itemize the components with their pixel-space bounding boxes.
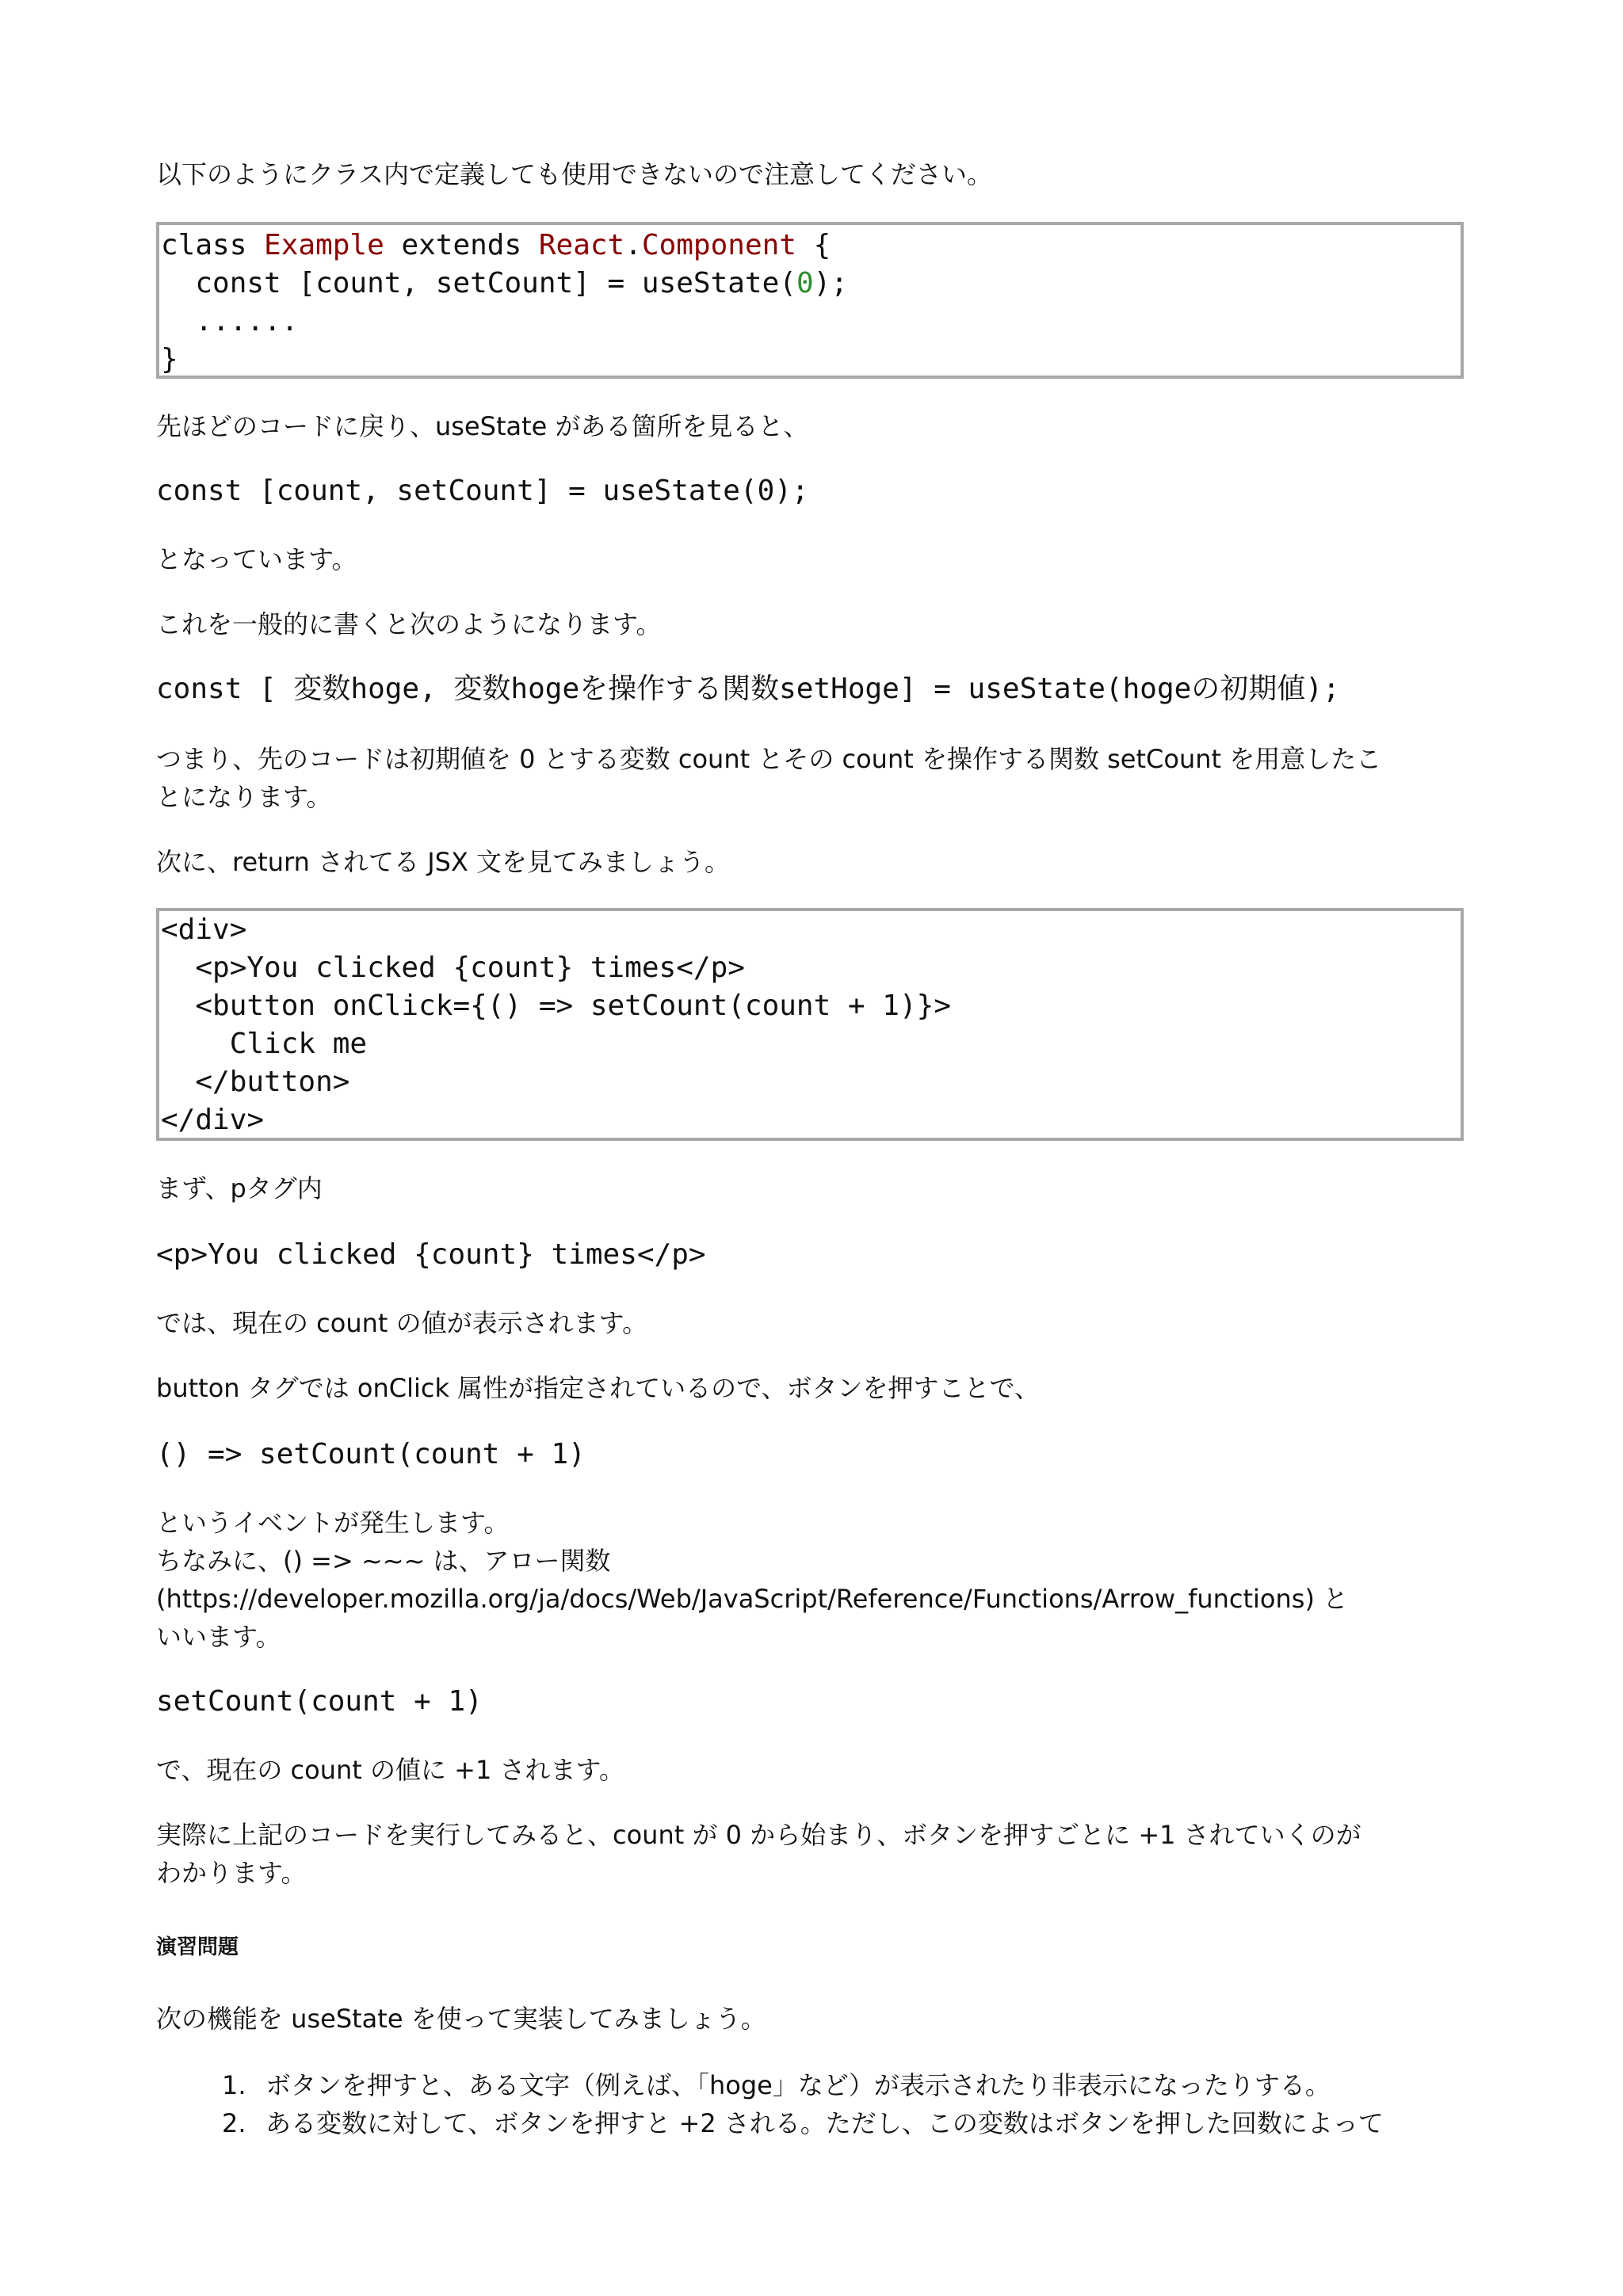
list-item-text: ある変数に対して、ボタンを押すと +2 される。ただし、この変数はボタンを押した回数によって (265, 2108, 1384, 2138)
code-line: Click me (161, 1028, 368, 1060)
paragraph-became: となっています。 (156, 544, 357, 574)
code-block-jsx (156, 908, 1464, 1141)
code-line: </button> (161, 1066, 350, 1098)
list-item (156, 2066, 1384, 2104)
code-line: </div> (161, 1104, 265, 1136)
paragraph-first: まず、pタグ内 (156, 1173, 323, 1203)
code-line: <button onClick={() => setCount(count + 1)}> (161, 990, 951, 1022)
code-line: <p>You clicked {count} times</p> (161, 952, 745, 984)
arrow-functions-link[interactable]: (https://developer.mozilla.org/ja/docs/Web/JavaScript/Reference/Functions/Arrow_functions) と (156, 1584, 1349, 1614)
paragraph-next: 次に、return されてる JSX 文を見てみましょう。 (156, 847, 731, 877)
exercise-list (156, 2066, 1384, 2142)
code-line: class Example extends React.Component { (161, 229, 831, 261)
list-item-number: 1. (222, 2070, 246, 2100)
code-line: <div> (161, 913, 247, 946)
exercise-heading: 演習問題 (156, 1936, 239, 1959)
paragraph-plus: で、現在の count の値に +1 されます。 (156, 1755, 624, 1785)
code-block-class-example (156, 222, 1464, 379)
inline-code-setcount: setCount(count + 1) (156, 1685, 483, 1718)
code-line: } (161, 343, 178, 376)
code-line: ...... (161, 305, 299, 338)
paragraph-general: これを一般的に書くと次のようになります。 (156, 609, 662, 639)
inline-code-p-tag: <p>You clicked {count} times</p> (156, 1238, 706, 1271)
paragraph-event-line2: ちなみに、() => ~~~ は、アロー関数 (156, 1546, 611, 1576)
list-item-number: 2. (222, 2108, 246, 2138)
paragraph-meaning-line1: つまり、先のコードは初期値を 0 とする変数 count とその count を操作する関数 setCount を用意したこ (156, 744, 1382, 774)
list-item-text: ボタンを押すと、ある文字（例えば、「hoge」など）が表示されたり非表示になったりする。 (265, 2070, 1331, 2100)
paragraph-event-line1: というイベントが発生します。 (156, 1508, 510, 1538)
inline-code-arrow: () => setCount(count + 1) (156, 1438, 586, 1470)
paragraph-button: button タグでは onClick 属性が指定されているので、ボタンを押すことで、 (156, 1373, 1040, 1403)
code-line: const [count, setCount] = useState(0); (161, 267, 848, 299)
paragraph-current: では、現在の count の値が表示されます。 (156, 1308, 648, 1338)
list-item (156, 2104, 1384, 2142)
intro-text: 以下のようにクラス内で定義しても使用できないので注意してください。 (156, 159, 993, 189)
inline-code-usestate: const [count, setCount] = useState(0); (156, 475, 809, 507)
paragraph-run-line2: わかります。 (156, 1858, 307, 1888)
paragraph-run-line1: 実際に上記のコードを実行してみると、count が 0 から始まり、ボタンを押すごとに +1 されていくのが (156, 1820, 1361, 1850)
paragraph-event-line4: いいます。 (156, 1622, 281, 1652)
paragraph-back-to-code: 先ほどのコードに戻り、useState がある箇所を見ると、 (156, 411, 809, 441)
paragraph-meaning-line2: とになります。 (156, 782, 332, 812)
inline-code-general: const [ 変数hoge, 変数hogeを操作する関数setHoge] = useState(hogeの初期値); (156, 673, 1340, 705)
paragraph-implement: 次の機能を useState を使って実装してみましょう。 (156, 2004, 766, 2034)
